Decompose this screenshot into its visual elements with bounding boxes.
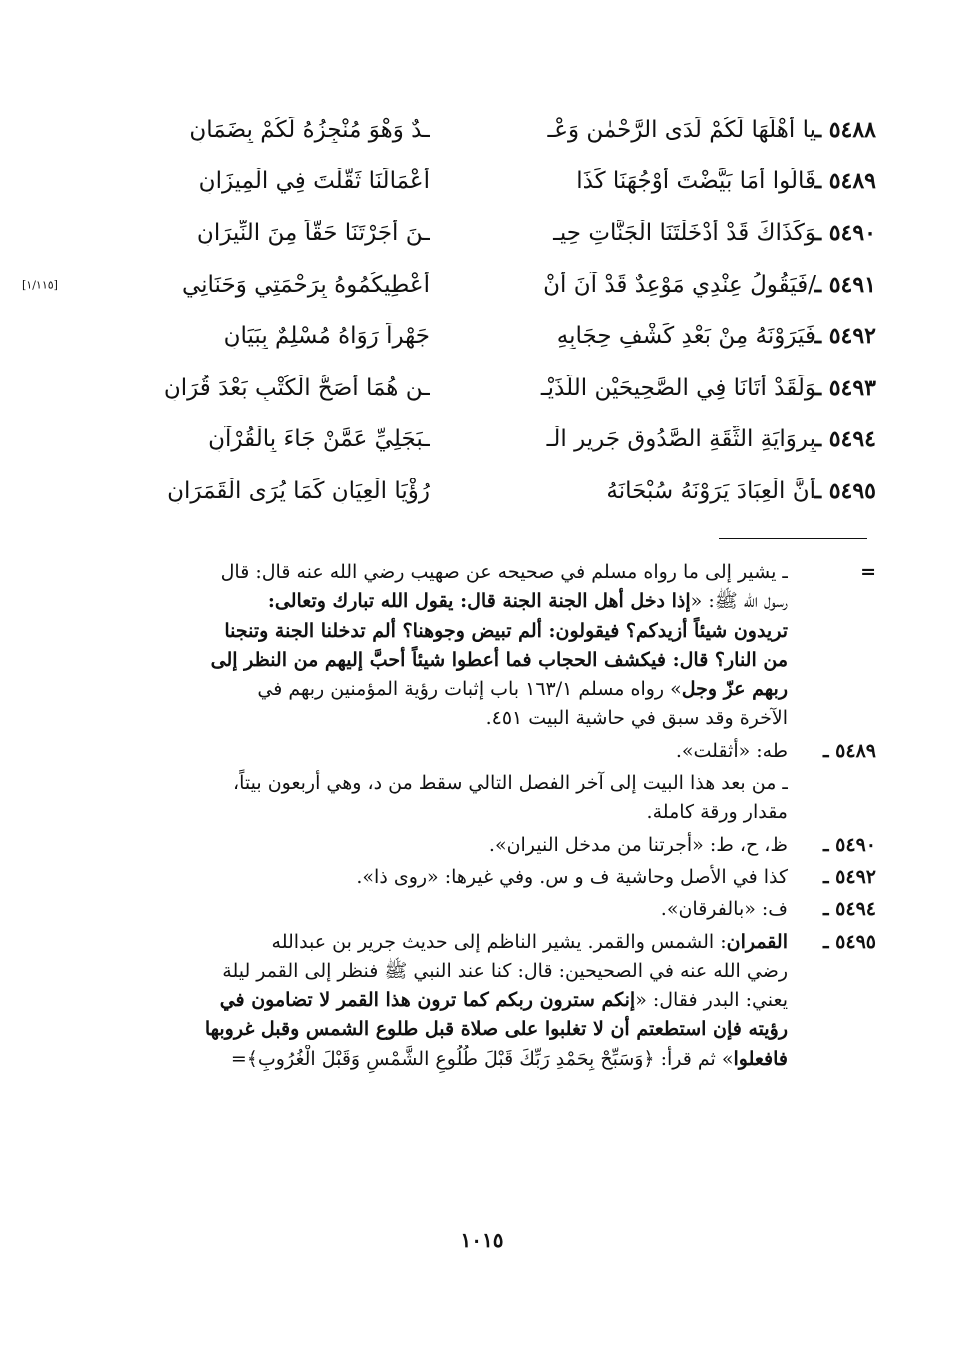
footnote-line (80, 928, 788, 957)
footnote-bold-text: ربهم عزّ وجل (681, 678, 788, 701)
footnote-body (80, 831, 788, 860)
footnote (80, 769, 876, 828)
verse-number: ٥٤٨٩ ـ (814, 168, 876, 195)
verse-number: ٥٤٩٣ ـ (814, 374, 876, 401)
footnote-bold-text: القمران (726, 930, 788, 953)
verse-first-hemistich: وَكَذَاكَ قَدْ أَدْخَلْتَنَا الْجَنَّاتِ حِيـ (553, 219, 816, 246)
footnote-text: رسول الله ﷺ: « (690, 590, 788, 613)
footnote-number: ٥٤٩٥ ـ (822, 930, 876, 953)
footnote-text: مقدار ورقة كاملة. (646, 801, 788, 824)
footnote (80, 558, 876, 734)
footnotes (80, 558, 876, 1077)
verse-first-hemistich: قَالُوا أَمَا بَيَّضْتَ أَوْجُهَنَا كَذَا (576, 168, 816, 195)
footnote-body (80, 769, 788, 828)
footnote-bold-text: فافعلوا (733, 1047, 788, 1070)
footnote (80, 737, 876, 766)
footnote-body (80, 928, 788, 1074)
footnote-number: = (860, 561, 876, 583)
footnote-body (80, 895, 788, 924)
verse-second-hemistich: رُؤْيَا الْعِيَانِ كَمَا يُرَى الْقَمَرَانِ (167, 477, 430, 504)
footnote-text: الآخرة وقد سبق في حاشية البيت ٤٥١. (485, 707, 788, 730)
footnote-line (80, 798, 788, 827)
footnote-number: ٥٤٩٤ ـ (822, 898, 876, 921)
verse-row (80, 207, 876, 259)
verse-first-hemistich: فَيَرَوْنَهُ مِنْ بَعْدِ كَشْفِ حِجَابِهِ (556, 323, 816, 350)
footnote-number: ٥٤٩٢ ـ (822, 865, 876, 888)
footnote-line (80, 737, 788, 766)
footnote-bold-text: تريدون شيئاً أزيدكم؟ فيقولون: ألم تبيض وجوهنا؟ ألم تدخلنا الجنة وتنجنا (224, 619, 788, 642)
verse-row (80, 104, 876, 156)
verse-second-hemistich: ـنِ هُمَا أَصَحُّ الْكُتْبِ بَعْدَ قُرَانِ (163, 374, 430, 401)
footnote-line (80, 675, 788, 704)
verse-row (80, 465, 876, 517)
footnote (80, 928, 876, 1074)
footnote-text: رضي الله عنه في الصحيحين: قال: كنا عند النبي ﷺ فنظر إلى القمر ليلة (222, 959, 788, 982)
verse-second-hemistich: ـنَ أَجَرْتَنَا حَقّاً مِنَ النِّيرَانِ (196, 219, 430, 246)
verse-row (22, 259, 876, 311)
footnote-text: كذا في الأصل وحاشية ف و س. وفي غيرها: «روى ذا». (356, 865, 788, 888)
footnote (80, 863, 876, 892)
footnote-text: ـ يشير إلى ما رواه مسلم في صحيحه عن صهيب رضي الله عنه قال: قال (220, 561, 788, 583)
footnote-text: ف: «بالفرقان». (660, 898, 788, 921)
verse-second-hemistich: أُعْطِيكُمُوهُ بِرَحْمَتِي وَحَنَانِي (181, 271, 430, 298)
footnote-text: : الشمس والقمر. يشير الناظم إلى حديث جرير بن عبدالله (271, 930, 727, 953)
verse-number: ٥٤٩١ ـ (814, 271, 876, 298)
footnote-text: طه: «أثقلت». (675, 739, 788, 762)
footnote-line (80, 646, 788, 675)
footnote-line (80, 558, 788, 587)
verse-first-hemistich: وَلَقَدْ أَتَانَا فِي الصَّحِيحَيْنِ اللَّذَيْـ (540, 374, 816, 401)
footnote-line (80, 704, 788, 733)
verse-first-hemistich: /فَيَقُولُ عِنْدِي مَوْعِدٌ قَدْ آنَ أَنْ (543, 271, 816, 298)
footnote (80, 895, 876, 924)
footnote-line (80, 863, 788, 892)
verse-number: ٥٤٩٠ ـ (814, 219, 876, 246)
page-number: ١٠١٥ (460, 1228, 504, 1252)
verse-first-hemistich: يا أَهْلَهَا لَكُمْ لَدَى الرَّحْمٰنِ وَعْـ (547, 116, 816, 143)
verse-row (80, 362, 876, 414)
footnote-body (80, 737, 788, 766)
verse-second-hemistich: أَعْمَالَنَا ثَقَّلْتَ فِي الْمِيزَانِ (198, 168, 430, 195)
footnote-body (80, 863, 788, 892)
footnote-line (80, 587, 788, 616)
footnote-text: ظ، ح، ط: «أجرتنا من مدخل النيران». (488, 833, 788, 856)
footnote-line (80, 1045, 788, 1074)
footnote-number: ٥٤٨٩ ـ (822, 739, 876, 762)
footnote-line (80, 986, 788, 1015)
poem-verses (22, 104, 876, 517)
verse-row (80, 414, 876, 466)
verse-second-hemistich: ـبَجَلِيِّ عَمَّنْ جَاءَ بِالْقُرْآنِ (208, 426, 430, 453)
footnote-body (80, 558, 788, 734)
footnote-bold-text: إذا دخل أهل الجنة الجنة قال: يقول الله تبارك وتعالى: (267, 590, 691, 613)
footnote-line (80, 1015, 788, 1044)
footnote-text: » رواه مسلم ١٦٣/١ باب إثبات رؤية المؤمنين ربهم في (257, 678, 682, 701)
verse-first-hemistich: أَنَّ الْعِبَادَ يَرَوْنَهُ سُبْحَانَهُ (606, 477, 816, 504)
folio-marker: [١/١١٥] (22, 278, 58, 292)
verse-row (80, 310, 876, 362)
verse-number: ٥٤٨٨ ـ (814, 116, 876, 143)
verse-first-hemistich: بِرِوَايَةِ الثِّقَةِ الصَّدُوقِ جَرِيرِ الْـ (546, 426, 816, 453)
footnote-separator (719, 538, 867, 539)
verse-number: ٥٤٩٤ ـ (814, 426, 876, 453)
footnote-number: ٥٤٩٠ ـ (822, 833, 876, 856)
footnote-line (80, 957, 788, 986)
footnote-line (80, 617, 788, 646)
verse-row (80, 156, 876, 208)
footnote-line (80, 895, 788, 924)
footnote-line (80, 831, 788, 860)
footnote-text: يعني: البدر فقال: « (635, 989, 788, 1012)
footnote-text: » ثم قرأ: ﴿وَسَبِّحْ بِحَمْدِ رَبِّكَ قَبْلَ طُلُوعِ الشَّمْسِ وَقَبْلَ الْغُرُوبِ﴾= (230, 1047, 734, 1070)
footnote-line (80, 769, 788, 798)
footnote-bold-text: رؤيته فإن استطعتم أن لا تغلبوا على صلاة قبل طلوع الشمس وقبل غروبها (204, 1018, 788, 1041)
verse-second-hemistich: ـدٌ وَهْوَ مُنْجِزُهُ لَكُمْ بِضَمَانِ (189, 116, 430, 143)
verse-number: ٥٤٩٢ ـ (814, 323, 876, 350)
footnote-bold-text: إنكم سترون ربكم كما ترون هذا القمر لا تضامون في (219, 989, 636, 1012)
footnote-bold-text: من النار؟ قال: فيكشف الحجاب فما أعطوا شيئاً أحبَّ إليهم من النظر إلى (210, 648, 788, 671)
footnote-text: ـ من بعد هذا البيت إلى آخر الفصل التالي سقط من د، وهي أربعون بيتاً، (232, 772, 788, 795)
verse-second-hemistich: جَهْراً رَوَاهُ مُسْلِمٌ بِبَيَانِ (223, 323, 430, 350)
footnote (80, 831, 876, 860)
verse-number: ٥٤٩٥ ـ (814, 477, 876, 504)
